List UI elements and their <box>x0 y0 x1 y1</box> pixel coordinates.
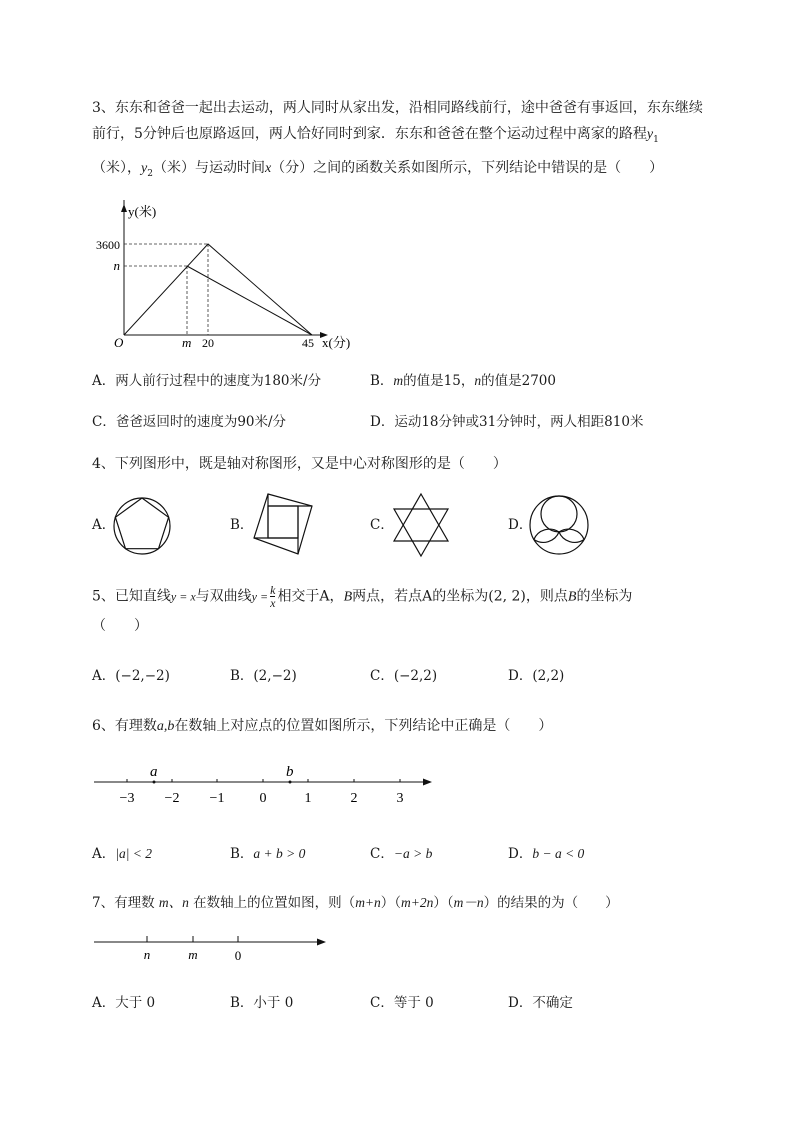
q5-stem-c: 相交于A， <box>277 588 344 605</box>
q6-ticklabel-3: 3 <box>396 791 404 806</box>
q5-option-a[interactable]: A．(−2,−2) <box>92 668 170 684</box>
q5-option-b[interactable]: B．(2,−2) <box>230 668 297 684</box>
q3-y2: y <box>141 161 148 176</box>
q6-label-b: b <box>286 764 294 780</box>
q7-stem <box>92 893 619 913</box>
q5-option-d[interactable]: D．(2,2) <box>508 668 565 684</box>
q3-y-arrow <box>121 204 127 212</box>
q4c-triangle-down <box>394 509 448 556</box>
q3-option-b[interactable] <box>370 371 556 391</box>
q6-optd-math: b − a < 0 <box>532 846 585 861</box>
q3-origin: O <box>114 335 124 350</box>
q7-option-c[interactable]: C．等于 0 <box>370 995 434 1011</box>
q3-optb-c: 的值是2700 <box>481 373 556 389</box>
q6-option-c[interactable] <box>370 844 432 864</box>
q5-fraction <box>270 584 275 609</box>
q6-ticklabel-neg1: −1 <box>209 791 225 806</box>
q6-optd-label: D． <box>508 846 533 862</box>
q4-option-b-label[interactable]: B． <box>230 517 254 533</box>
q6-option-b[interactable] <box>230 844 305 864</box>
q3-y1: y <box>646 127 654 142</box>
q7-number-line <box>90 932 335 964</box>
q6-optb-label: B． <box>230 846 254 862</box>
q5-stem-b: 与双曲线 <box>195 588 252 605</box>
q7-e1: m+n <box>355 895 381 910</box>
q7-label-0: 0 <box>234 948 242 963</box>
q3-optb-a: B． <box>370 373 394 389</box>
q7-option-d[interactable]: D．不确定 <box>508 995 573 1011</box>
q3-tick-m: m <box>182 335 192 350</box>
q4d-outer-circle <box>530 496 588 554</box>
q7-stem-d: ）（ <box>433 895 454 911</box>
q7-stem-c: ）（ <box>380 895 402 911</box>
q3-line3-c: （分）之间的函数关系如图所示，下列结论中错误的是（ ） <box>271 160 664 176</box>
q7-stem-e: ）的结果的为（ ） <box>483 895 619 911</box>
q4-option-c-figure[interactable] <box>388 492 454 558</box>
q3-y1-sub: 1 <box>653 134 659 145</box>
q6-ab: a,b <box>156 719 175 734</box>
q4-option-d-figure[interactable] <box>528 494 590 556</box>
q7-option-a[interactable]: A．大于 0 <box>92 995 156 1011</box>
q7-e3: m－n <box>453 895 484 910</box>
q6-point-b <box>289 781 292 784</box>
q6-ticklabel-1: 1 <box>304 791 312 806</box>
q5-b-var2: B <box>567 589 577 605</box>
q6-ticklabel-0: 0 <box>259 791 267 806</box>
q7-option-b[interactable]: B．小于 0 <box>230 995 294 1011</box>
q6-axis-arrow <box>423 779 432 786</box>
q6-option-a[interactable] <box>92 844 152 864</box>
q7-mn: m、n <box>158 895 189 910</box>
q7-e2: m+2n <box>401 895 434 910</box>
q3-line-y2-return <box>187 266 312 335</box>
q6-optc-label: C． <box>370 846 394 862</box>
q7-stem-b: 在数轴上的位置如图，则（ <box>188 895 356 911</box>
q7-stem-a: 7、有理数 <box>92 895 159 911</box>
q3-optb-n: n <box>474 373 482 388</box>
q4-stem: 4、下列图形中，既是轴对称图形，又是中心对称图形的是（ ） <box>92 456 507 472</box>
q3-optb-b: 的值是15， <box>403 373 475 389</box>
q5-stem-line1 <box>92 584 632 610</box>
q6-label-a: a <box>150 764 158 780</box>
q4d-petal-top <box>541 496 577 532</box>
q3-option-c[interactable]: C．爸爸返回时的速度为90米/分 <box>92 414 287 430</box>
q7-label-n: n <box>143 947 151 962</box>
q6-ticklabel-2: 2 <box>350 791 358 806</box>
q5-option-c[interactable]: C．(−2,2) <box>370 668 438 684</box>
q4b-outer-square <box>254 494 312 554</box>
q4-option-c-label[interactable]: C． <box>370 517 394 533</box>
q5-b-var: B <box>343 589 353 605</box>
q3-function-graph <box>96 200 360 355</box>
q3-tick-20: 20 <box>202 336 214 350</box>
q3-stem-line2-text: 前行，5分钟后也原路返回，两人恰好同时到家．东东和爸爸在整个运动过程中离家的路程 <box>92 126 647 142</box>
q3-stem-line1: 3、东东和爸爸一起出去运动，两人同时从家出发，沿相同路线前行，途中爸爸有事返回，东东继续 <box>92 100 703 116</box>
q4-option-a-figure[interactable] <box>112 496 174 556</box>
q5-stem-a: 5、已知直线 <box>92 588 171 605</box>
q3-xlabel: x(分) <box>322 335 351 350</box>
q3-tick-45: 45 <box>302 336 314 350</box>
q3-line3-b: （米）与运动时间 <box>152 160 265 176</box>
q6-opta-label: A． <box>92 846 116 862</box>
q3-stem-line2 <box>92 124 659 150</box>
q6-number-line <box>90 760 440 808</box>
q3-line-y1 <box>124 244 312 335</box>
q4-option-b-figure[interactable] <box>250 492 314 556</box>
q6-stem-a: 6、有理数 <box>92 718 157 734</box>
q3-option-a[interactable]: A．两人前行过程中的速度为180米/分 <box>92 373 322 389</box>
q3-tick-3600: 3600 <box>96 238 120 252</box>
q5-eq1: y = x <box>170 589 196 604</box>
q3-line3-a: （米）， <box>92 160 141 176</box>
q3-tick-n: n <box>113 258 120 273</box>
q6-ticklabel-neg2: −2 <box>164 791 180 806</box>
q5-frac-den: x <box>270 596 276 610</box>
q3-y2-sub: 2 <box>147 168 153 179</box>
q7-axis-arrow <box>317 939 326 946</box>
q6-optc-math: −a > b <box>393 846 433 861</box>
q6-stem <box>92 716 552 737</box>
q6-ticklabel-neg3: −3 <box>119 791 135 806</box>
q6-opta-math: |a| < 2 <box>115 846 153 861</box>
q5-frac-num: k <box>270 583 276 597</box>
q4-option-d-label[interactable]: D． <box>508 517 533 533</box>
q5-stem-d: 两点，若点A的坐标为(2, 2)，则点 <box>352 588 568 605</box>
q3-xvar: x <box>264 161 272 176</box>
q4b-inner-square <box>268 506 298 538</box>
q3-stem-line3 <box>92 158 663 184</box>
q6-option-d[interactable] <box>508 844 584 864</box>
q6-optb-math: a + b > 0 <box>253 846 306 861</box>
q5-stem-e: 的坐标为 <box>576 588 633 605</box>
q7-label-m: m <box>188 947 198 962</box>
q3-ylabel: y(米) <box>128 204 157 219</box>
q6-stem-b: 在数轴上对应点的位置如图所示，下列结论中正确是（ ） <box>174 718 553 734</box>
q3-option-d[interactable]: D．运动18分钟或31分钟时，两人相距810米 <box>370 414 644 430</box>
q5-stem-line2: （ ） <box>92 618 148 634</box>
q4c-triangle-up <box>394 494 448 541</box>
q4a-circle <box>114 498 170 554</box>
q6-point-a <box>153 781 156 784</box>
q3-optb-m: m <box>393 373 404 388</box>
q4-option-a-label[interactable]: A． <box>92 517 116 533</box>
q5-eq2-lhs: y = <box>251 589 269 604</box>
